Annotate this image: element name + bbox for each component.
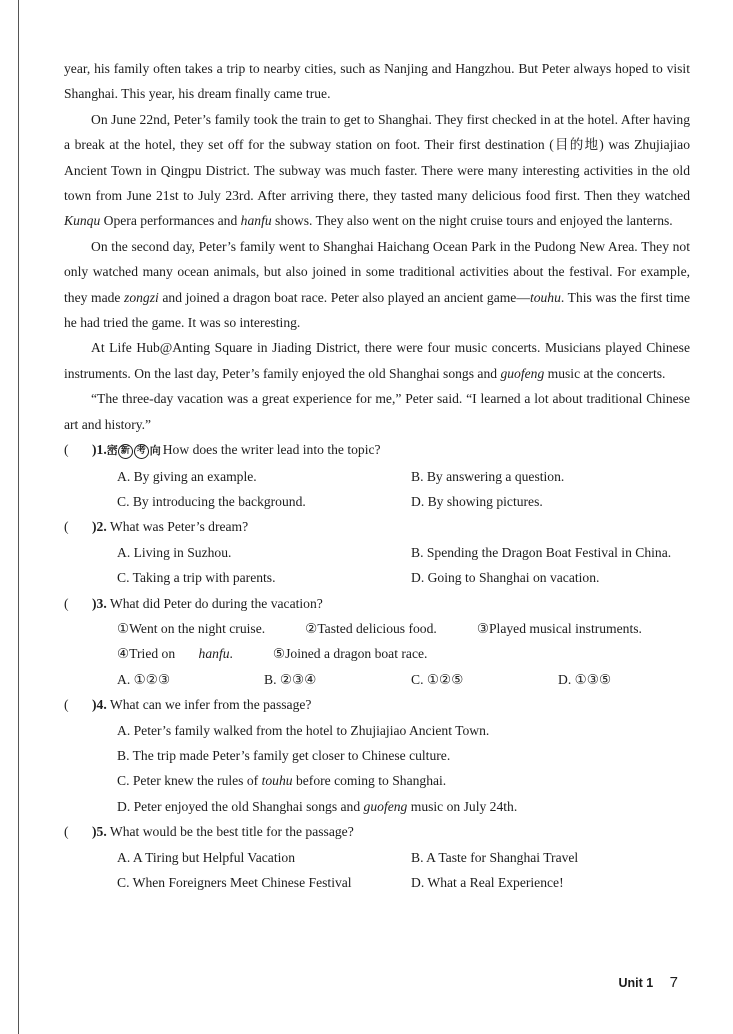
reading-passage [64, 56, 690, 437]
text-run: shows. They also went on the night cruise tours and enjoyed the lanterns. [271, 213, 673, 229]
option-row [64, 718, 690, 743]
answer-option[interactable] [117, 667, 264, 692]
statement-item [305, 621, 457, 636]
answer-option[interactable] [411, 489, 705, 514]
passage-paragraph [64, 56, 690, 107]
text-run: C. Peter knew the rules of [117, 773, 262, 789]
statement-item [477, 621, 662, 636]
statement-row [64, 641, 690, 666]
answer-option[interactable] [411, 667, 558, 692]
question-list [64, 437, 690, 895]
text-run: D. Peter enjoyed the old Shanghai songs and [117, 798, 364, 814]
new-exam-trend-tag [107, 438, 161, 463]
text-run: B. Spending the Dragon Boat Festival in China. [411, 544, 672, 560]
answer-option[interactable] [117, 748, 450, 763]
question-stem [64, 514, 690, 539]
page-number: 7 [669, 974, 678, 991]
passage-paragraph [64, 335, 690, 386]
text-run: What would be the best title for the passage? [106, 824, 354, 840]
text-run: What was Peter’s dream? [106, 519, 249, 535]
text-run: B. ②③④ [264, 671, 317, 687]
page-content [64, 56, 690, 895]
text-run: C. By introducing the background. [117, 493, 306, 509]
answer-option[interactable] [264, 667, 411, 692]
text-run: . This was the first time he had tried the game. It was so interesting. [64, 289, 691, 331]
answer-option[interactable] [117, 845, 411, 870]
text-run: C. ①②⑤ [411, 671, 464, 687]
answer-option[interactable] [411, 870, 705, 895]
option-row [64, 489, 690, 514]
answer-blank[interactable]: ( [64, 697, 69, 713]
italic-term: guofeng [363, 798, 408, 814]
question-item [64, 514, 690, 590]
text-run: D. By showing pictures. [411, 493, 543, 509]
text-run: “The three-day vacation was a great experience for me,” Peter said. “I learned a lot about traditional Chinese art and history.” [64, 391, 690, 432]
answer-option[interactable] [117, 565, 411, 590]
text-run: and joined a dragon boat race. Peter also played an ancient game— [158, 289, 530, 305]
italic-term: touhu [261, 773, 293, 789]
question-item [64, 819, 690, 895]
text-run: year, his family often takes a trip to nearby cities, such as Nanjing and Hangzhou. But Peter always hoped to visit Shanghai. This year, his dream finally came true. [64, 61, 690, 102]
text-run: B. A Taste for Shanghai Travel [411, 849, 579, 865]
text-run: A. Peter’s family walked from the hotel to Zhujiajiao Ancient Town. [117, 722, 490, 738]
text-run: What did Peter do during the vacation? [106, 595, 323, 611]
answer-option[interactable] [411, 845, 705, 870]
text-run: A. ①②③ [117, 671, 171, 687]
italic-term: hanfu [240, 213, 272, 229]
page-footer [618, 974, 678, 992]
text-run: ①Went on the night cruise. [117, 620, 266, 636]
answer-option[interactable] [117, 540, 411, 565]
text-run: B. The trip made Peter’s family get closer to Chinese culture. [117, 747, 451, 763]
answer-option[interactable] [117, 723, 489, 738]
question-stem [64, 692, 690, 717]
text-run: ②Tasted delicious food. [305, 620, 437, 636]
question-item [64, 692, 690, 819]
text-run: B. By answering a question. [411, 468, 565, 484]
answer-option[interactable] [411, 565, 705, 590]
text-run: C. When Foreigners Meet Chinese Festival [117, 875, 352, 890]
option-row [64, 794, 690, 819]
statement-row [64, 616, 690, 641]
text-run: On June 22nd, Peter’s family took the train to get to Shanghai. They first checked in at the hotel. After having a break at the hotel, they set off for the subway station on foot. Their first destination (目的地) was Zhujiajiao Ancient Town in Qingpu District. The subway was much faster. There were many interesting activities in the old town from June 21st to July 23rd. After arriving there, they tasted many delicious food first. Then they watched [64, 111, 690, 204]
question-stem [64, 437, 690, 463]
italic-term: guofeng [500, 365, 545, 381]
question-item [64, 437, 690, 514]
text-run: C. Taking a trip with parents. [117, 570, 276, 586]
question-number: )4. [92, 697, 107, 713]
answer-blank[interactable]: ( [64, 595, 69, 611]
text-run: At Life Hub@Anting Square in Jiading District, there were four music concerts. Musicians played Chinese instruments. On the last day, Peter’s family enjoyed the old Shanghai songs and [64, 340, 690, 381]
text-run: ③Played musical instruments. [476, 620, 642, 636]
answer-option[interactable] [117, 489, 411, 514]
text-run: music at the concerts. [544, 365, 666, 381]
text-run: ⑤Joined a dragon boat race. [272, 646, 428, 662]
answer-blank[interactable]: ( [64, 824, 69, 840]
text-run: before coming to Shanghai. [292, 773, 447, 789]
tag-suffix: 向 [149, 444, 161, 458]
answer-option[interactable] [411, 540, 705, 565]
passage-paragraph [64, 234, 690, 336]
italic-term: touhu [529, 289, 561, 305]
text-run: A. Living in Suzhou. [117, 544, 232, 560]
text-run: On the second day, Peter’s family went to Shanghai Haichang Ocean Park in the Pudong New Area. They not only watched many ocean animals, but also joined in some traditional activities about the festival. For example, they made [64, 238, 690, 305]
text-run: A. By giving an example. [117, 468, 257, 484]
option-row [64, 743, 690, 768]
text-run: D. Going to Shanghai on vacation. [411, 570, 600, 586]
option-row [64, 667, 690, 692]
question-number: )2. [92, 519, 107, 535]
question-stem [64, 591, 690, 616]
statement-item [273, 646, 447, 661]
italic-term: Kunqu [64, 213, 101, 229]
unit-label: Unit 1 [618, 976, 654, 990]
tag-circled-char: 新 [118, 444, 133, 459]
option-row [64, 870, 690, 895]
option-row [64, 768, 690, 793]
answer-option[interactable] [117, 773, 446, 788]
text-run: music on July 24th. [407, 798, 518, 814]
passage-paragraph [64, 386, 690, 437]
text-run: . [229, 646, 233, 662]
question-number: )3. [92, 595, 107, 611]
tag-prefix: 崈 [106, 444, 118, 458]
answer-option[interactable] [117, 799, 517, 814]
question-number: )5. [92, 824, 107, 840]
option-row [64, 565, 690, 590]
answer-option[interactable] [117, 464, 411, 489]
text-run: What can we infer from the passage? [106, 697, 312, 713]
text-run: ④Tried on [117, 646, 179, 662]
tag-circled-char: 考 [134, 444, 149, 459]
answer-blank[interactable]: ( [64, 442, 69, 458]
option-row [64, 540, 690, 565]
text-run: Opera performances and [100, 213, 241, 229]
italic-term: hanfu [198, 646, 230, 662]
option-row [64, 464, 690, 489]
question-number: )1. [92, 442, 107, 458]
answer-blank[interactable]: ( [64, 519, 69, 535]
text-run: D. What a Real Experience! [411, 875, 564, 890]
answer-option[interactable] [117, 870, 411, 895]
statement-item [117, 646, 253, 661]
text-run: A. A Tiring but Helpful Vacation [117, 849, 295, 865]
statement-item [117, 621, 285, 636]
answer-option[interactable] [558, 667, 705, 692]
text-run: How does the writer lead into the topic? [162, 442, 381, 458]
text-run: D. ①③⑤ [558, 671, 612, 687]
option-row [64, 845, 690, 870]
question-stem [64, 819, 690, 844]
margin-line [18, 0, 19, 1034]
question-item [64, 591, 690, 693]
answer-option[interactable] [411, 464, 705, 489]
passage-paragraph [64, 107, 690, 234]
italic-term: zongzi [124, 289, 159, 305]
